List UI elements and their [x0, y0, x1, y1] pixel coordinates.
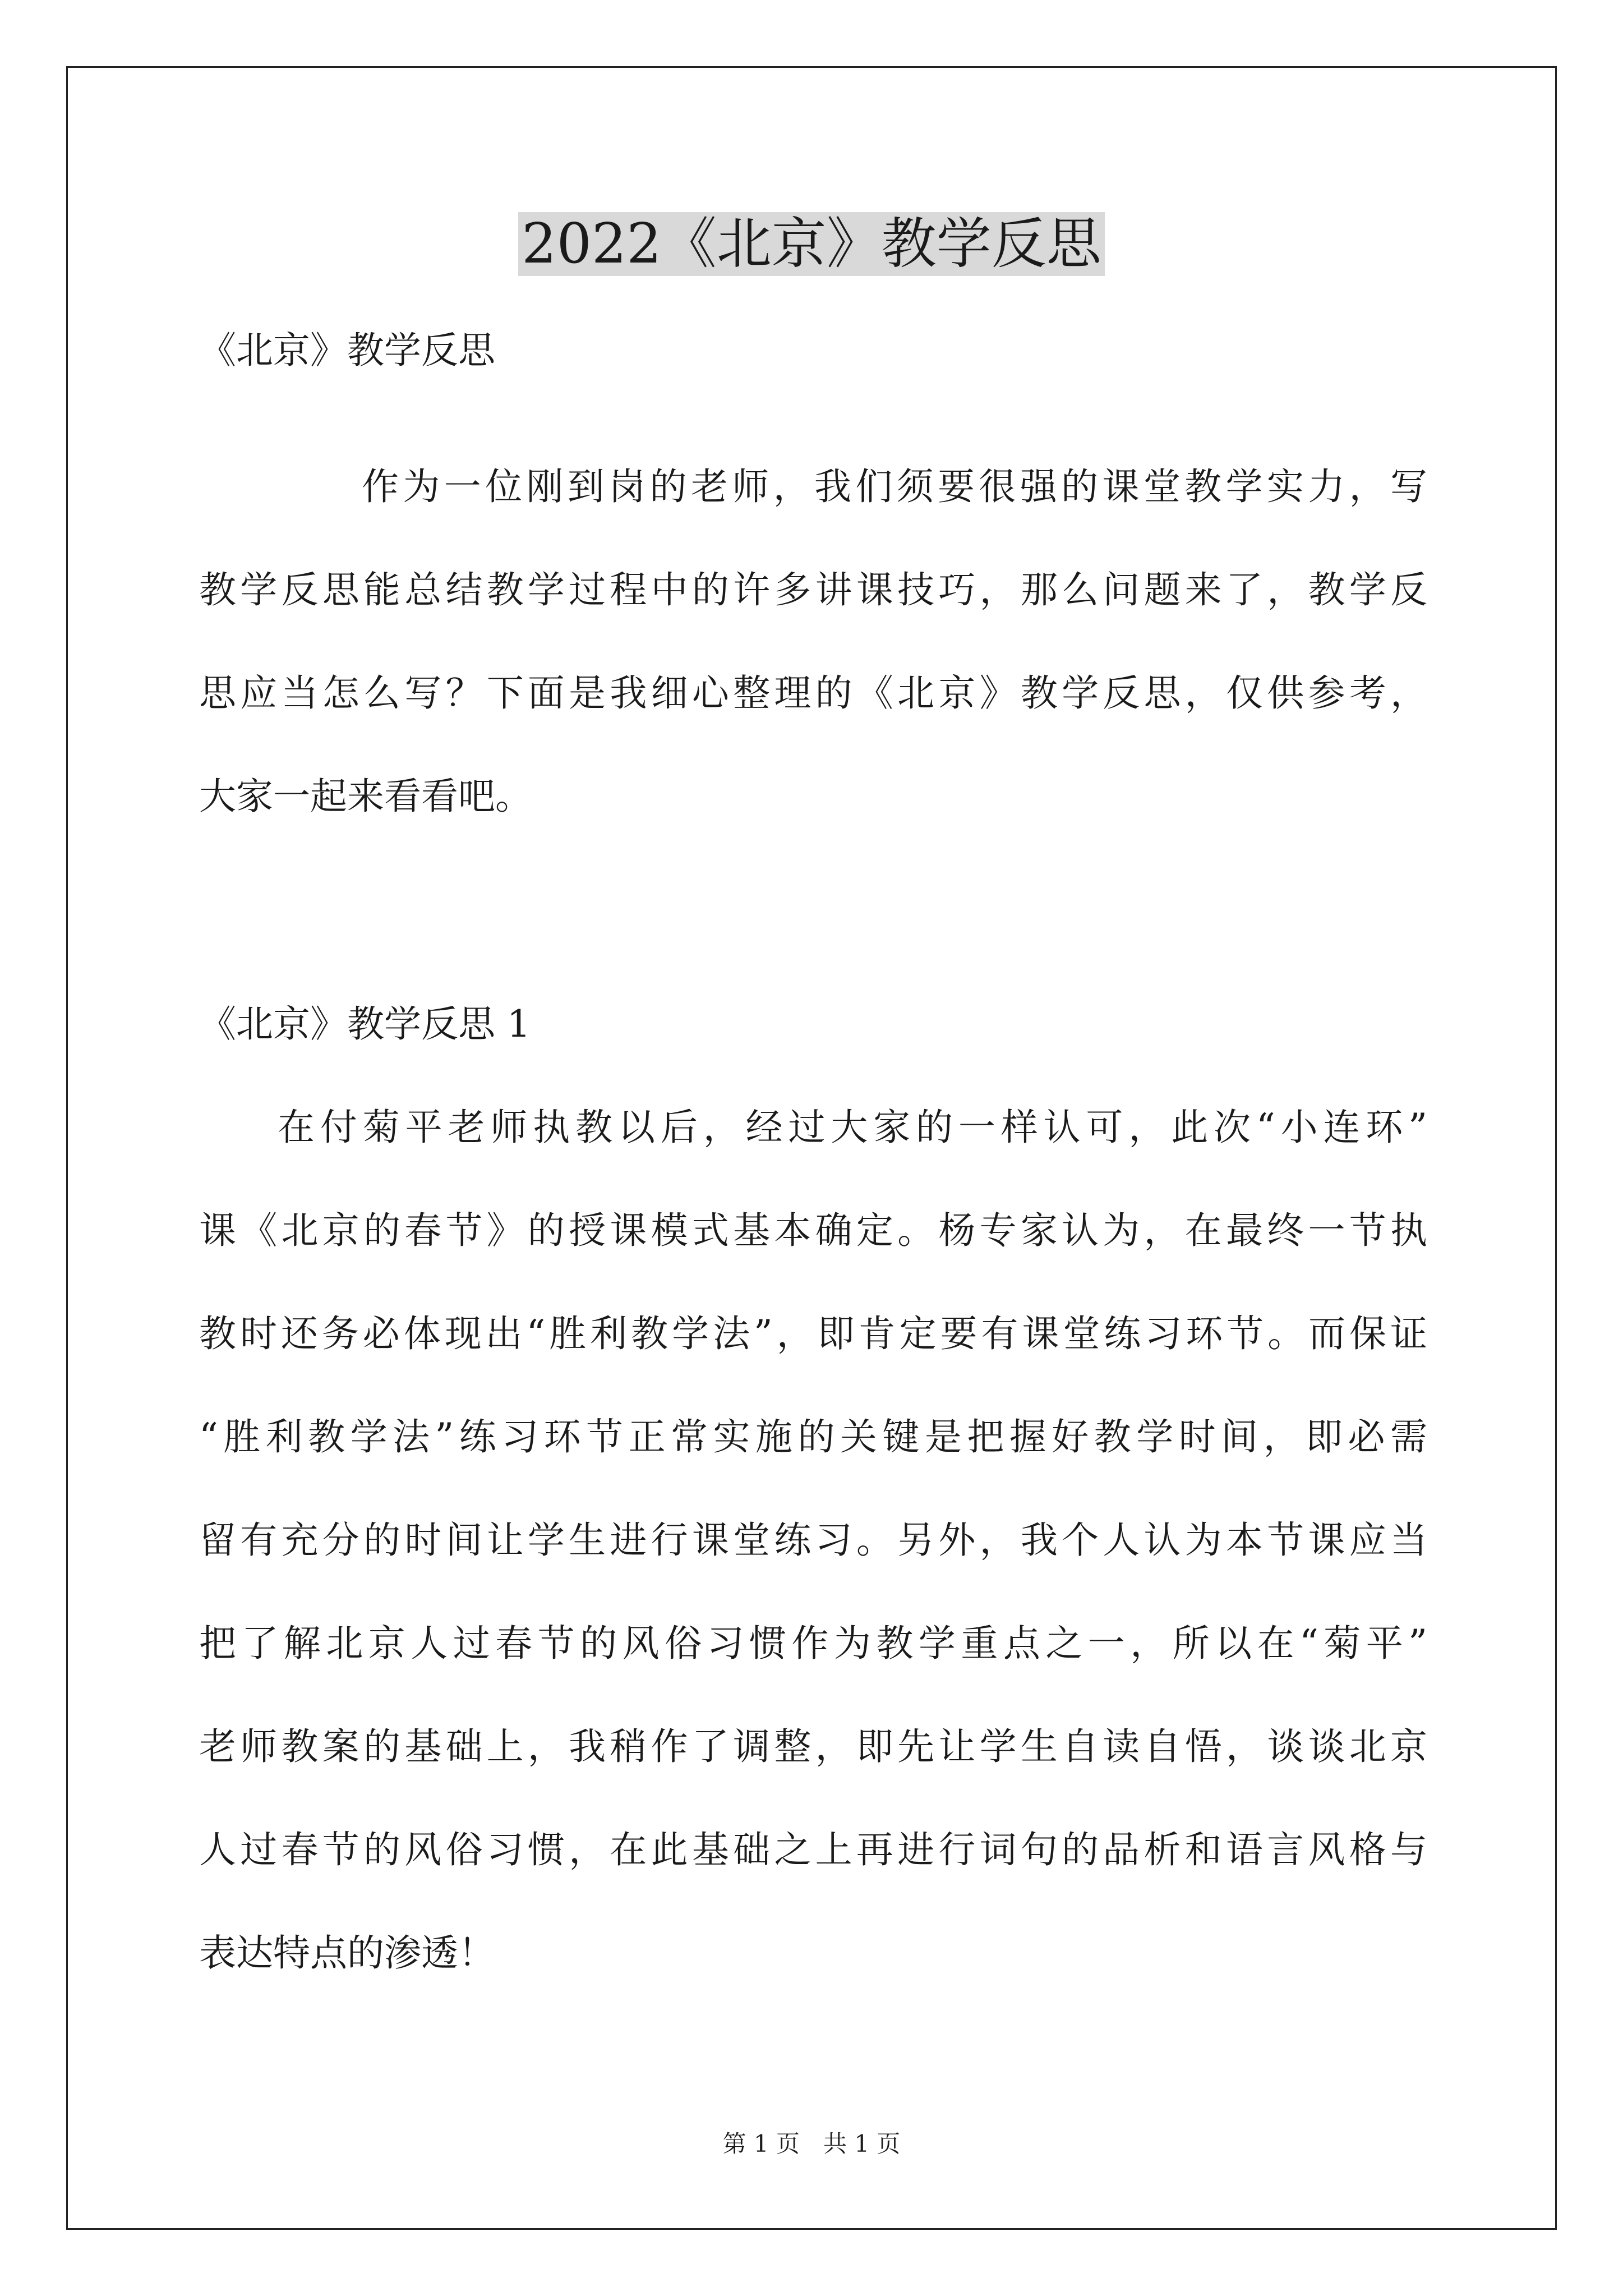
page-footer: 第 1 页 共 1 页 — [722, 2130, 901, 2157]
section1-line: 把了解北京人过春节的风俗习惯作为教学重点之一，所以在“菊平” — [199, 1622, 1427, 1665]
section1-line: 教时还务必体现出“胜利教学法”，即肯定要有课堂练习环节。而保证 — [199, 1312, 1427, 1355]
intro-line: 大家一起来看看吧。 — [199, 775, 532, 818]
section1-line: 人过春节的风俗习惯，在此基础之上再进行词句的品析和语言风格与 — [199, 1828, 1427, 1871]
intro-heading: 《北京》教学反思 — [199, 329, 495, 372]
section1-line: “胜利教学法”练习环节正常实施的关键是把握好教学时间，即必需 — [199, 1415, 1427, 1458]
intro-line: 作为一位刚到岗的老师，我们须要很强的课堂教学实力，写 — [362, 465, 1427, 508]
document-title — [0, 205, 1623, 283]
section1-line: 在付菊平老师执教以后，经过大家的一样认可，此次“小连环” — [278, 1106, 1427, 1149]
intro-line: 思应当怎么写？下面是我细心整理的《北京》教学反思，仅供参考， — [199, 671, 1427, 715]
section1-line: 课《北京的春节》的授课模式基本确定。杨专家认为，在最终一节执 — [199, 1209, 1427, 1252]
section1-line: 留有充分的时间让学生进行课堂练习。另外，我个人认为本节课应当 — [199, 1519, 1427, 1562]
intro-line: 教学反思能总结教学过程中的许多讲课技巧，那么问题来了，教学反 — [199, 568, 1427, 611]
section1-heading: 《北京》教学反思 1 — [199, 1002, 531, 1046]
section1-line: 表达特点的渗透！ — [199, 1931, 495, 1975]
document-title-text: 2022《北京》教学反思 — [518, 212, 1104, 276]
section1-line: 老师教案的基础上，我稍作了调整，即先让学生自读自悟，谈谈北京 — [199, 1725, 1427, 1768]
